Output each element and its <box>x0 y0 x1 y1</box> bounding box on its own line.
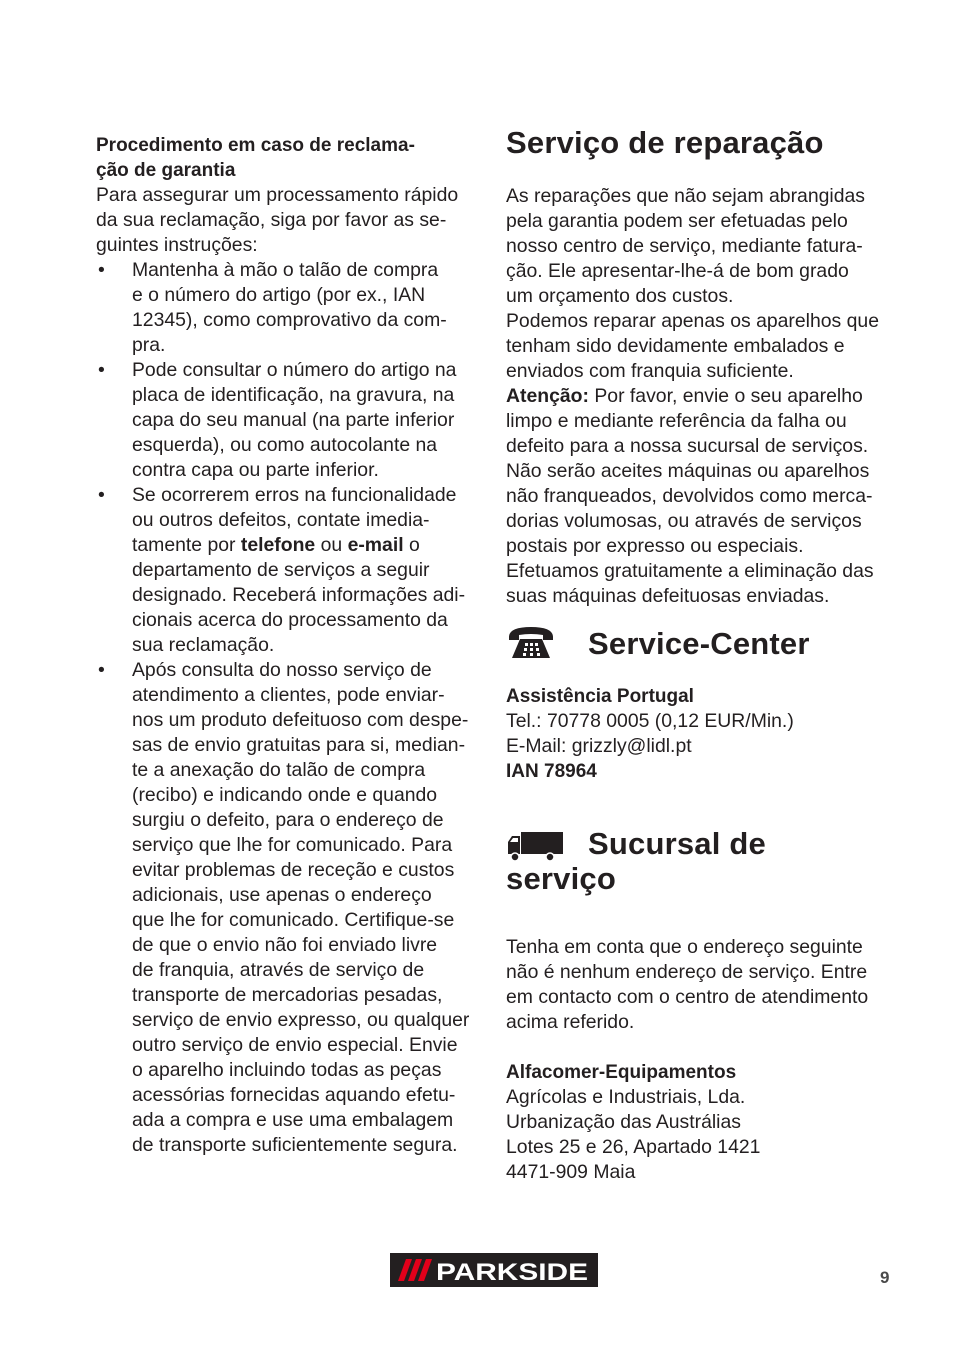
text-line: departamento de serviços a seguir <box>132 559 430 581</box>
text-line: • Após consulta do nosso serviço de <box>132 659 432 681</box>
service-center-heading <box>506 624 898 664</box>
text-line: sua reclamação. <box>132 634 275 656</box>
text-line: outro serviço de envio especial. Envie <box>132 1034 458 1056</box>
ian-number: IAN 78964 <box>506 761 597 782</box>
text-line: nos um produto defeituoso com despe- <box>132 709 469 731</box>
list-item <box>96 358 486 483</box>
address-line: Lotes 25 e 26, Apartado 1421 <box>506 1136 761 1158</box>
text-line: surgiu o defeito, para o endereço de <box>132 809 444 831</box>
text-line: As reparações que não sejam abrangidas <box>506 185 865 207</box>
text-line: enviados com franquia suficiente. <box>506 360 794 382</box>
text-line: transporte de mercadorias pesadas, <box>132 984 443 1006</box>
text-line: pela garantia podem ser efetuadas pelo <box>506 210 848 232</box>
text-line: não franqueados, devolvidos como merca- <box>506 485 873 507</box>
text-line: • Mantenha à mão o talão de compra <box>132 259 439 281</box>
branch-company-name: Alfacomer-Equipamentos <box>506 1062 737 1083</box>
text-line: atendimento a clientes, pode enviar- <box>132 684 445 706</box>
text-line: em contacto com o centro de atendimento <box>506 986 869 1008</box>
text-line: 12345), como comprovativo da com- <box>132 309 447 331</box>
text-line: e o número do artigo (por ex., IAN <box>132 284 426 306</box>
text-line: serviço que lhe for comunicado. Para <box>132 834 453 856</box>
text-line: adicionais, use apenas o endereço <box>132 884 432 906</box>
text-line: ção. Ele apresentar-lhe-á de bom grado <box>506 260 849 282</box>
text-line: contra capa ou parte inferior. <box>132 459 379 481</box>
text-line: guintes instruções: <box>96 234 258 256</box>
service-center-title: Service-Center <box>588 626 810 661</box>
address-line: Agrícolas e Industriais, Lda. <box>506 1086 746 1108</box>
text-line: dorias volumosas, ou através de serviços <box>506 510 862 532</box>
text-fragment: o <box>403 534 420 556</box>
text-line: tenham sido devidamente embalados e <box>506 335 845 357</box>
parkside-logo <box>390 1253 598 1287</box>
text-line: designado. Receberá informações adi- <box>132 584 466 606</box>
text-line: • Se ocorrerem erros na funcionalidade <box>132 484 457 506</box>
text-line: nosso centro de serviço, mediante fatura- <box>506 235 863 257</box>
text-line: de franquia, através de serviço de <box>132 959 425 981</box>
service-email: E-Mail: grizzly@lidl.pt <box>506 735 692 757</box>
text-line: esquerda), ou como autocolante na <box>132 434 438 456</box>
address-line: 4471-909 Maia <box>506 1161 636 1183</box>
intro-paragraph <box>96 183 486 258</box>
text-line: de transporte suficientemente segura. <box>132 1134 458 1156</box>
telephone-icon <box>506 624 556 660</box>
text-line: acessórias fornecidas aquando efetu- <box>132 1084 456 1106</box>
text-line: limpo e mediante referência da falha ou <box>506 410 847 432</box>
list-item <box>96 258 486 358</box>
text-line: sas de envio gratuitas para si, median- <box>132 734 466 756</box>
text-line: acima referido. <box>506 1011 635 1033</box>
telefone-emphasis: telefone <box>240 534 316 556</box>
text-line: te a anexação do talão de compra <box>132 759 426 781</box>
text-fragment: tamente por <box>132 534 241 556</box>
service-center-contact <box>506 684 898 784</box>
service-branch-heading <box>506 826 898 898</box>
text-line: placa de identificação, na gravura, na <box>132 384 455 406</box>
list-item <box>96 658 486 1158</box>
text-line: Para assegurar um processamento rápido <box>96 184 459 206</box>
text-line <box>506 384 898 409</box>
repair-service-body <box>506 184 898 609</box>
text-line: evitar problemas de receção e custos <box>132 859 455 881</box>
heading-line: ção de garantia <box>96 160 236 181</box>
text-fragment: Por favor, envie o seu aparelho <box>588 385 863 407</box>
text-line: capa do seu manual (na parte inferior <box>132 409 455 431</box>
branch-body <box>506 935 898 1185</box>
text-line: ou outros defeitos, contate imedia- <box>132 509 430 531</box>
brand-text: PARKSIDE <box>436 1259 588 1286</box>
email-emphasis: e-mail <box>347 534 404 556</box>
text-line: • Pode consultar o número do artigo na <box>132 359 457 381</box>
list-item <box>96 483 486 658</box>
spacer <box>506 1035 898 1060</box>
text-line: serviço de envio expresso, ou qualquer <box>132 1009 470 1031</box>
text-line: ada a compra e use uma embalagem <box>132 1109 454 1131</box>
text-line: da sua reclamação, siga por favor as se- <box>96 209 447 231</box>
text-line: de que o envio não foi enviado livre <box>132 934 438 956</box>
branch-title-line: serviço <box>506 861 616 896</box>
text-line: cionais acerca do processamento da <box>132 609 448 631</box>
repair-service-title: Serviço de reparação <box>506 125 824 160</box>
service-phone: Tel.: 70778 0005 (0,12 EUR/Min.) <box>506 710 794 732</box>
text-line: defeito para a nossa sucursal de serviços. <box>506 435 869 457</box>
warranty-procedure-body <box>96 183 486 1158</box>
branch-title-line: Sucursal de <box>588 826 766 861</box>
text-line <box>132 533 486 558</box>
text-line: Tenha em conta que o endereço seguinte <box>506 936 863 958</box>
text-line: que lhe for comunicado. Certifique-se <box>132 909 455 931</box>
text-line: Não serão aceites máquinas ou aparelhos <box>506 460 870 482</box>
text-fragment: ou <box>315 534 348 556</box>
text-line: pra. <box>132 334 166 356</box>
text-line: Podemos reparar apenas os aparelhos que <box>506 310 879 332</box>
warranty-procedure-heading <box>96 133 486 183</box>
attention-label: Atenção: <box>506 385 589 407</box>
heading-line: Procedimento em caso de reclama- <box>96 135 415 156</box>
text-line: um orçamento dos custos. <box>506 285 734 307</box>
text-line: Efetuamos gratuitamente a eliminação das <box>506 560 874 582</box>
address-line: Urbanização das Austrálias <box>506 1111 741 1133</box>
text-line: não é nenhum endereço de serviço. Entre <box>506 961 868 983</box>
text-line: suas máquinas defeituosas enviadas. <box>506 585 830 607</box>
text-line: postais por expresso ou especiais. <box>506 535 804 557</box>
page-number: 9 <box>880 1268 890 1287</box>
text-line: o aparelho incluindo todas as peças <box>132 1059 442 1081</box>
text-line: (recibo) e indicando onde e quando <box>132 784 438 806</box>
service-company-name: Assistência Portugal <box>506 686 694 707</box>
truck-icon <box>506 830 564 862</box>
instruction-list <box>96 258 486 1158</box>
